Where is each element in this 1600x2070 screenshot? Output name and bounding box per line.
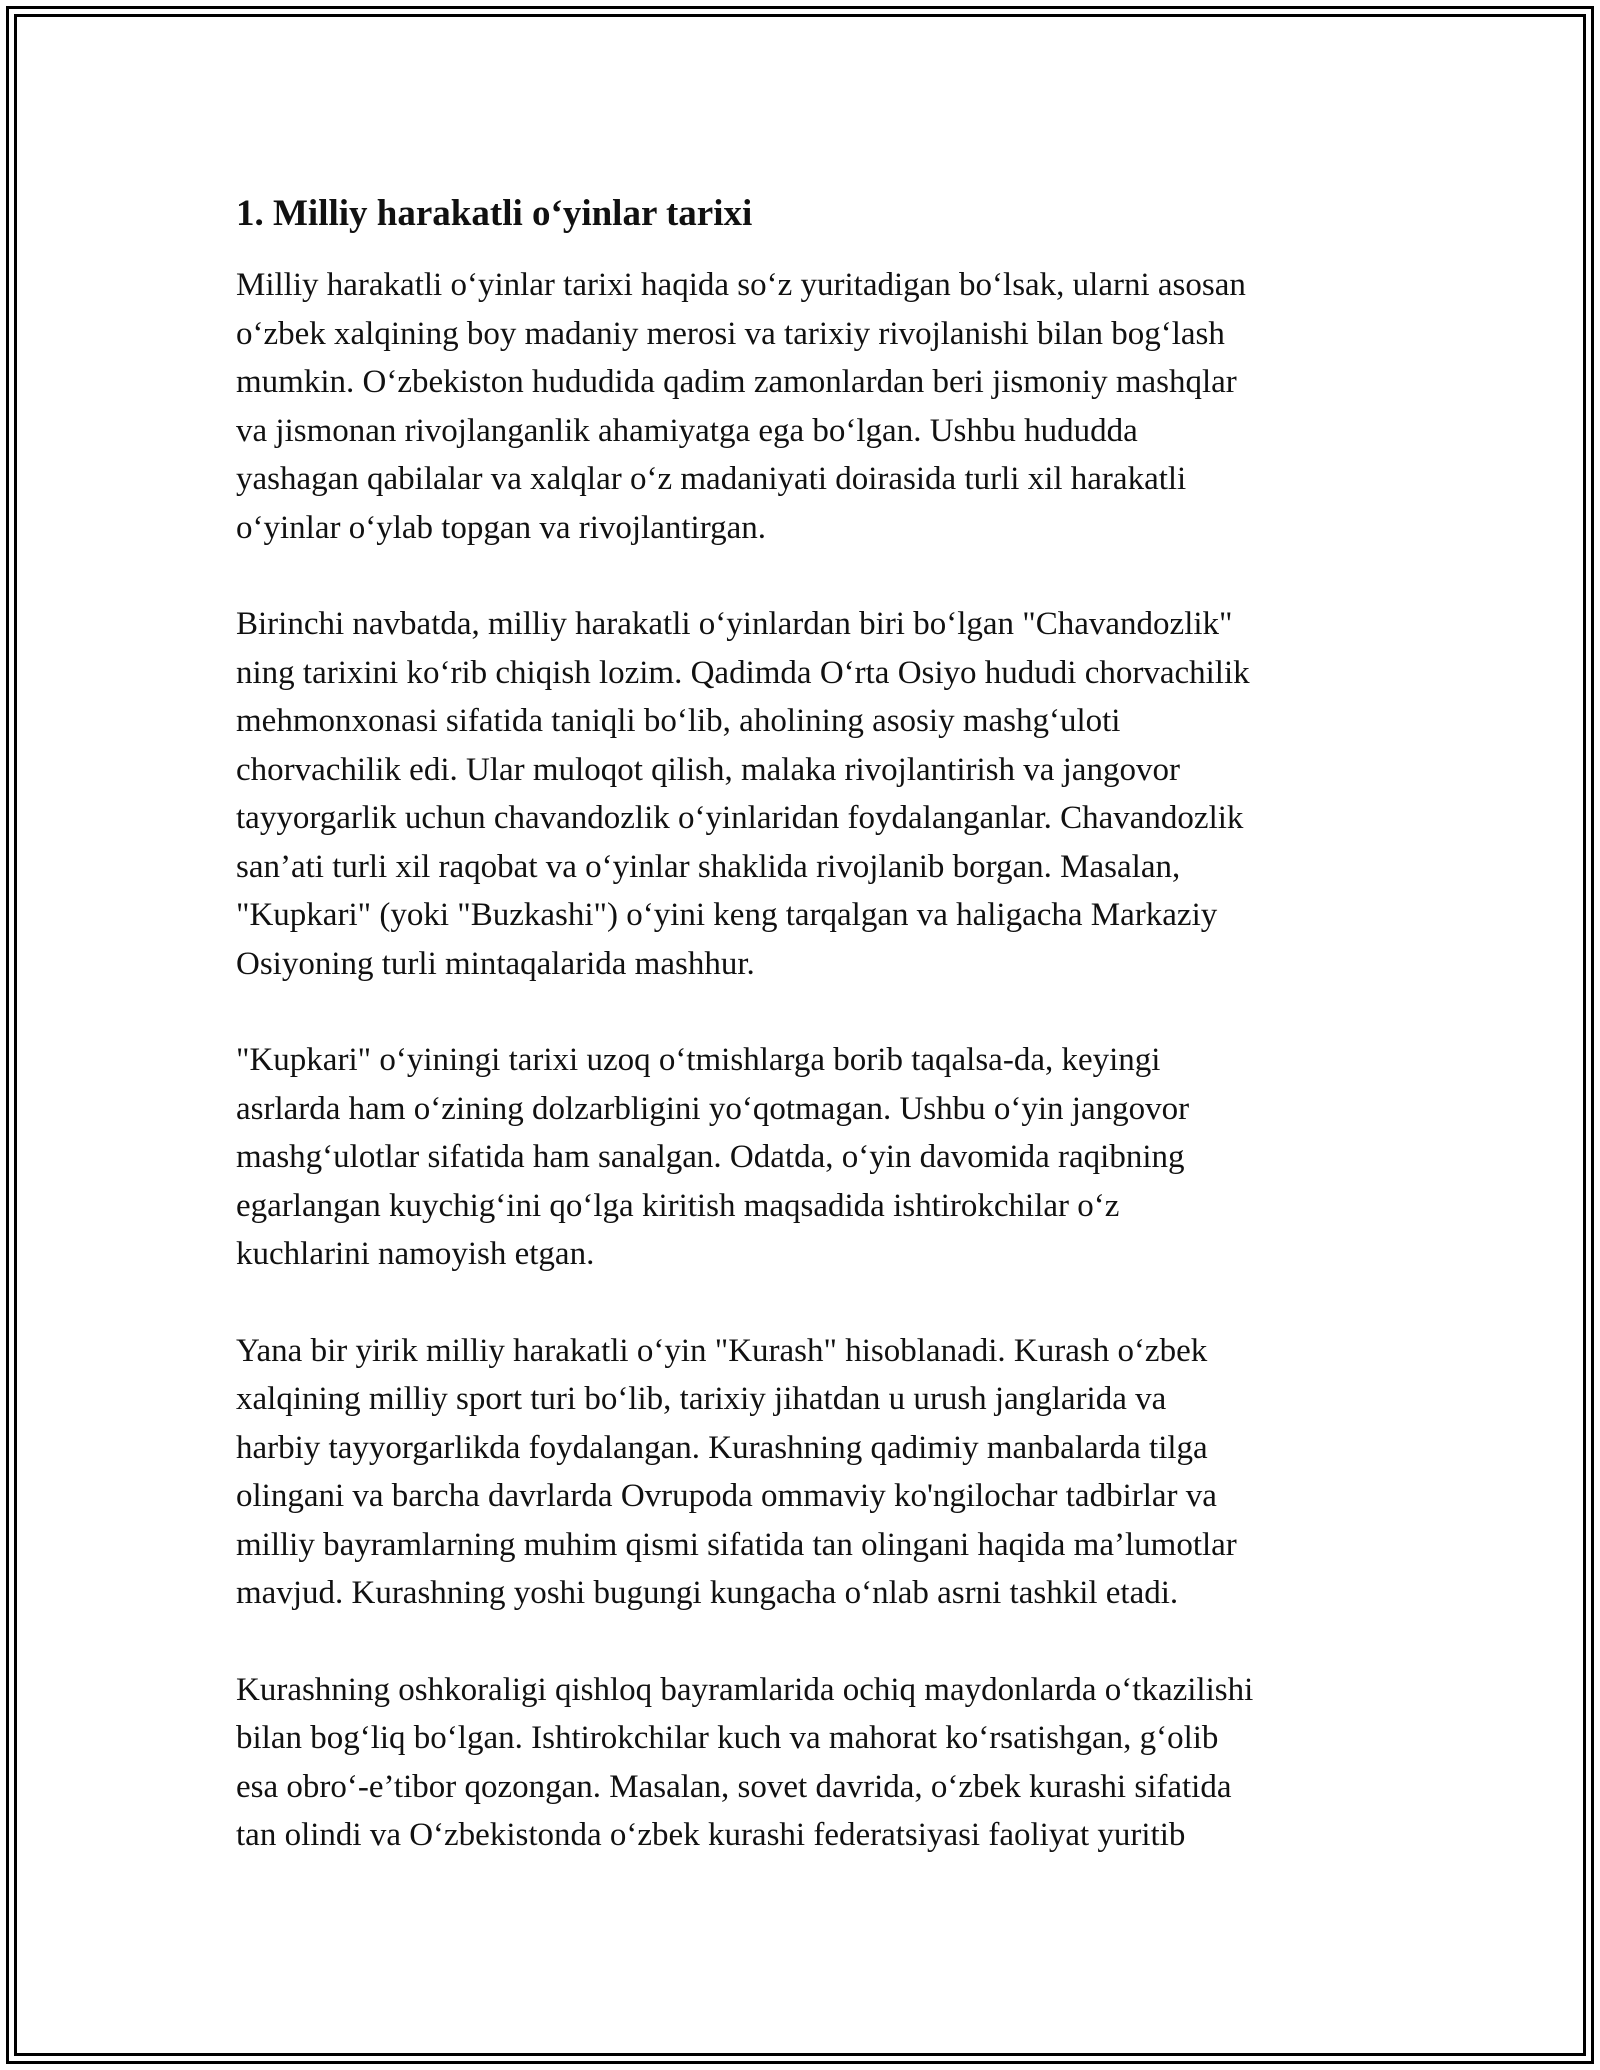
text-line: Milliy harakatli o‘yinlar tarixi haqida so‘z yuritadigan bo‘lsak, ularni asosan [236, 267, 1246, 303]
text-line: o‘yinlar o‘ylab topgan va rivojlantirgan. [236, 509, 766, 546]
text-line: yashagan qabilalar va xalqlar o‘z madaniyati doirasida turli xil harakatli [236, 461, 1187, 497]
text-line: Kurashning oshkoraligi qishloq bayramlarida ochiq maydonlarda o‘tkazilishi [236, 1671, 1254, 1708]
text-line: xalqining milliy sport turi bo‘lib, tarixiy jihatdan u urush janglarida va [236, 1381, 1167, 1417]
section-heading: 1. Milliy harakatli o‘yinlar tarixi [236, 193, 753, 234]
text-line: Osiyoning turli mintaqalarida mashhur. [236, 945, 755, 982]
text-line: Birinchi navbatda, milliy harakatli o‘yinlardan biri bo‘lgan "Chavandozlik" [236, 606, 1233, 642]
text-line: chorvachilik edi. Ular muloqot qilish, malaka rivojlantirish va jangovor [236, 751, 1180, 788]
paragraph-4 [236, 1327, 1386, 1618]
text-line: tayyorgarlik uchun chavandozlik o‘yinlaridan foydalanganlar. Chavandozlik [236, 800, 1244, 836]
text-line: mehmonxonasi sifatida taniqli bo‘lib, aholining asosiy mashg‘uloti [236, 703, 1121, 739]
text-line: egarlangan kuychig‘ini qo‘lga kiritish maqsadida ishtirokchilar o‘z [236, 1187, 1120, 1224]
text-line: ning tarixini ko‘rib chiqish lozim. Qadimda O‘rta Osiyo hududi chorvachilik [236, 654, 1250, 691]
text-line: va jismonan rivojlanganlik ahamiyatga ega bo‘lgan. Ushbu hududda [236, 412, 1138, 449]
text-line: mumkin. O‘zbekiston hududida qadim zamonlardan beri jismoniy mashqlar [236, 364, 1237, 400]
text-line: "Kupkari" o‘yiningi tarixi uzoq o‘tmishlarga borib taqalsa-da, keyingi [236, 1042, 1161, 1078]
paragraph-3 [236, 1036, 1386, 1279]
text-line: esa obro‘-e’tibor qozongan. Masalan, sovet davrida, o‘zbek kurashi sifatida [236, 1768, 1232, 1805]
document-body [236, 185, 1386, 1908]
text-line: mavjud. Kurashning yoshi bugungi kungacha o‘nlab asrni tashkil etadi. [236, 1575, 1179, 1611]
text-line: san’ati turli xil raqobat va o‘yinlar shaklida rivojlanib borgan. Masalan, [236, 848, 1181, 885]
text-line: mashg‘ulotlar sifatida ham sanalgan. Odatda, o‘yin davomida raqibning [236, 1139, 1185, 1175]
paragraph-1 [236, 261, 1386, 552]
text-line: milliy bayramlarning muhim qismi sifatida tan olingani haqida ma’lumotlar [236, 1526, 1237, 1563]
text-line: "Kupkari" (yoki "Buzkashi") o‘yini keng tarqalgan va haligacha Markaziy [236, 897, 1218, 933]
text-line: kuchlarini namoyish etgan. [236, 1236, 595, 1272]
text-line: asrlarda ham o‘zining dolzarbligini yo‘qotmagan. Ushbu o‘yin jangovor [236, 1090, 1190, 1127]
text-line: Yana bir yirik milliy harakatli o‘yin "Kurash" hisoblanadi. Kurash o‘zbek [236, 1332, 1208, 1369]
paragraph-5 [236, 1666, 1386, 1860]
text-line: o‘zbek xalqining boy madaniy merosi va tarixiy rivojlanishi bilan bog‘lash [236, 315, 1225, 352]
text-line: harbiy tayyorgarlikda foydalangan. Kurashning qadimiy manbalarda tilga [236, 1429, 1208, 1466]
paragraph-2 [236, 600, 1386, 988]
text-line: bilan bog‘liq bo‘lgan. Ishtirokchilar kuch va mahorat ko‘rsatishgan, g‘olib [236, 1720, 1219, 1756]
text-line: olingani va barcha davrlarda Ovrupoda ommaviy ko'ngilochar tadbirlar va [236, 1478, 1217, 1514]
text-line: tan olindi va O‘zbekistonda o‘zbek kurashi federatsiyasi faoliyat yuritib [236, 1817, 1186, 1853]
